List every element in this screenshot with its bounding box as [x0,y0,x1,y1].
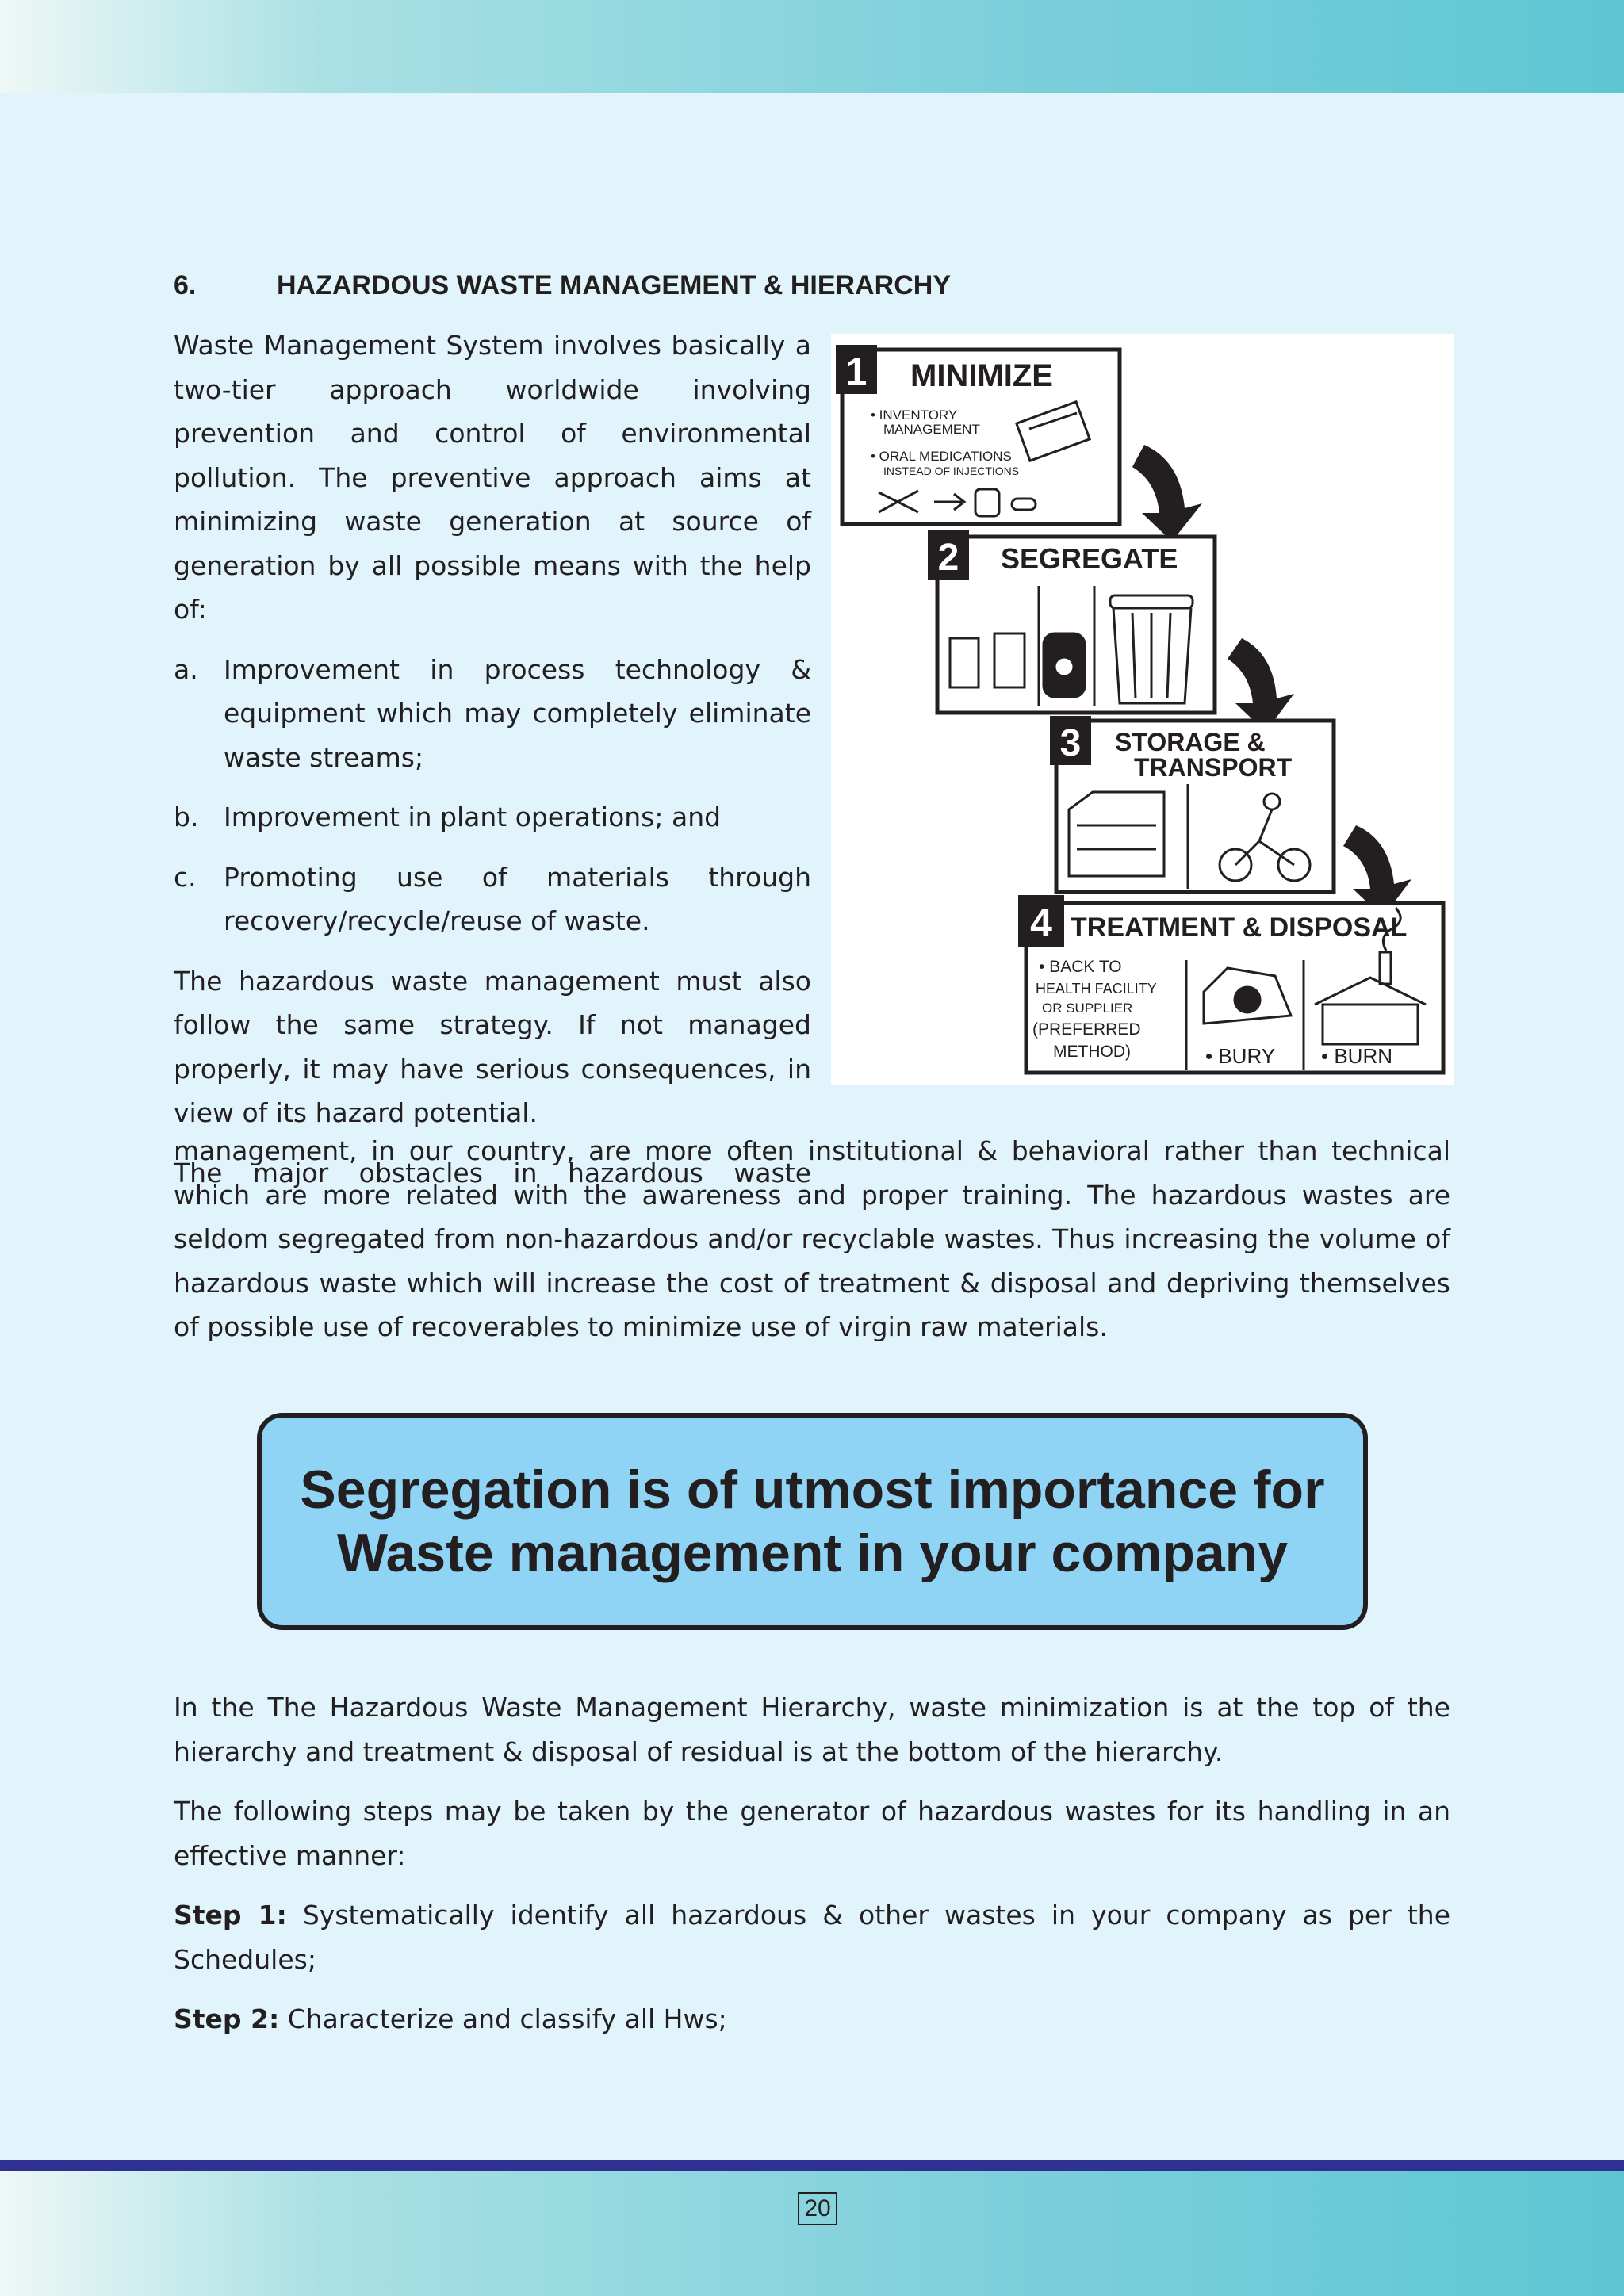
step-title: MINIMIZE [910,358,1053,393]
section-heading [174,266,951,304]
segregation-callout [257,1413,1368,1630]
callout-line: Waste management in your company [336,1523,1289,1583]
list-text: Improvement in plant operations; and [224,802,722,832]
step-note: INSTEAD OF INJECTIONS [883,465,1020,477]
step-note: METHOD) [1053,1043,1131,1061]
arrow-down-right-icon [1132,445,1202,541]
step-note: OR SUPPLIER [1042,1001,1133,1016]
strategy-paragraph: The hazardous waste management must also follow the same strategy. If not managed properly, it may have serious consequences, in view of its hazard potential. [174,965,811,1128]
section-number: 6. [174,270,197,300]
step-number: 4 [1030,901,1052,945]
list-marker: a. [174,653,198,685]
list-text: Improvement in process technology & equipment which may completely eliminate waste streams; [224,653,811,773]
step-title: TREATMENT & DISPOSAL [1071,913,1408,943]
hierarchy-paragraph: In the The Hazardous Waste Management Hierarchy, waste minimization is at the top of the hierarchy and treatment & disposal of residual is at the bottom of the hierarchy. [174,1692,1450,1767]
list-marker: b. [174,802,199,832]
step-note: HEALTH FACILITY [1036,981,1157,997]
step-treatment-disposal [1018,895,1443,1073]
obstacles-lead: The major obstacles in hazardous waste [174,1157,811,1188]
step-number: 2 [937,537,959,579]
lower-section [174,1686,1450,2057]
step-title: STORAGE & [1115,728,1266,756]
step-note: • BACK TO [1039,958,1122,976]
callout-line: Segregation is of utmost importance for [300,1460,1325,1520]
option-label: • BURN [1321,1044,1392,1068]
step-label: Step 1: [174,1900,287,1931]
step-note: (PREFERRED [1032,1020,1141,1039]
list-item [174,795,811,840]
arrow-down-right-icon [1228,638,1294,732]
step-note: • INVENTORY [871,408,958,423]
step-segregate [928,530,1215,713]
list-text: Promoting use of materials through recovery/recycle/reuse of waste. [224,861,811,936]
footer-rule [0,2160,1624,2171]
step-storage-transport [1050,716,1334,892]
step-item [174,1997,1450,2042]
page-number: 20 [798,2192,837,2225]
steps-intro-paragraph: The following steps may be taken by the generator of hazardous wastes for its handling in an effective manner: [174,1796,1450,1871]
step-text: Characterize and classify all Hws; [287,2003,727,2034]
list-item [174,648,811,780]
list-item [174,855,811,943]
section-title: HAZARDOUS WASTE MANAGEMENT & HIERARCHY [277,270,951,300]
step-number: 1 [845,351,868,393]
header-band [0,0,1624,93]
footer-band [0,2171,1624,2296]
step-title: TRANSPORT [1134,753,1293,782]
obstacles-paragraph: management, in our country, are more often institutional & behavioral rather than technical which are more related with the awareness and proper training. The hazardous wastes are seldom segregated from non-hazardous and/or recyclable wastes. Thus increasing the volume of hazardous waste which will increase the cost of treatment & disposal and depriving themselves of possible use of recoverables to minimize use of virgin raw materials. [174,1135,1450,1342]
step-number: 3 [1059,722,1082,764]
step-note: • ORAL MEDICATIONS [871,449,1012,464]
step-text: Systematically identify all hazardous & other wastes in your company as per the Schedules; [174,1900,1451,1975]
step-note: MANAGEMENT [883,422,980,437]
step-minimize [836,345,1120,524]
list-marker: c. [174,861,197,893]
step-item [174,1893,1450,1981]
intro-paragraph: Waste Management System involves basically a two-tier approach worldwide involving prevention and control of environmental pollution. The preventive approach aims at minimizing waste generation at source of generation by all possible means with the help of: [174,330,811,625]
step-title: SEGREGATE [1001,542,1178,575]
left-column [174,323,811,1195]
step-label: Step 2: [174,2003,280,2034]
option-label: • BURY [1205,1044,1276,1068]
waste-hierarchy-illustration [831,334,1454,1085]
